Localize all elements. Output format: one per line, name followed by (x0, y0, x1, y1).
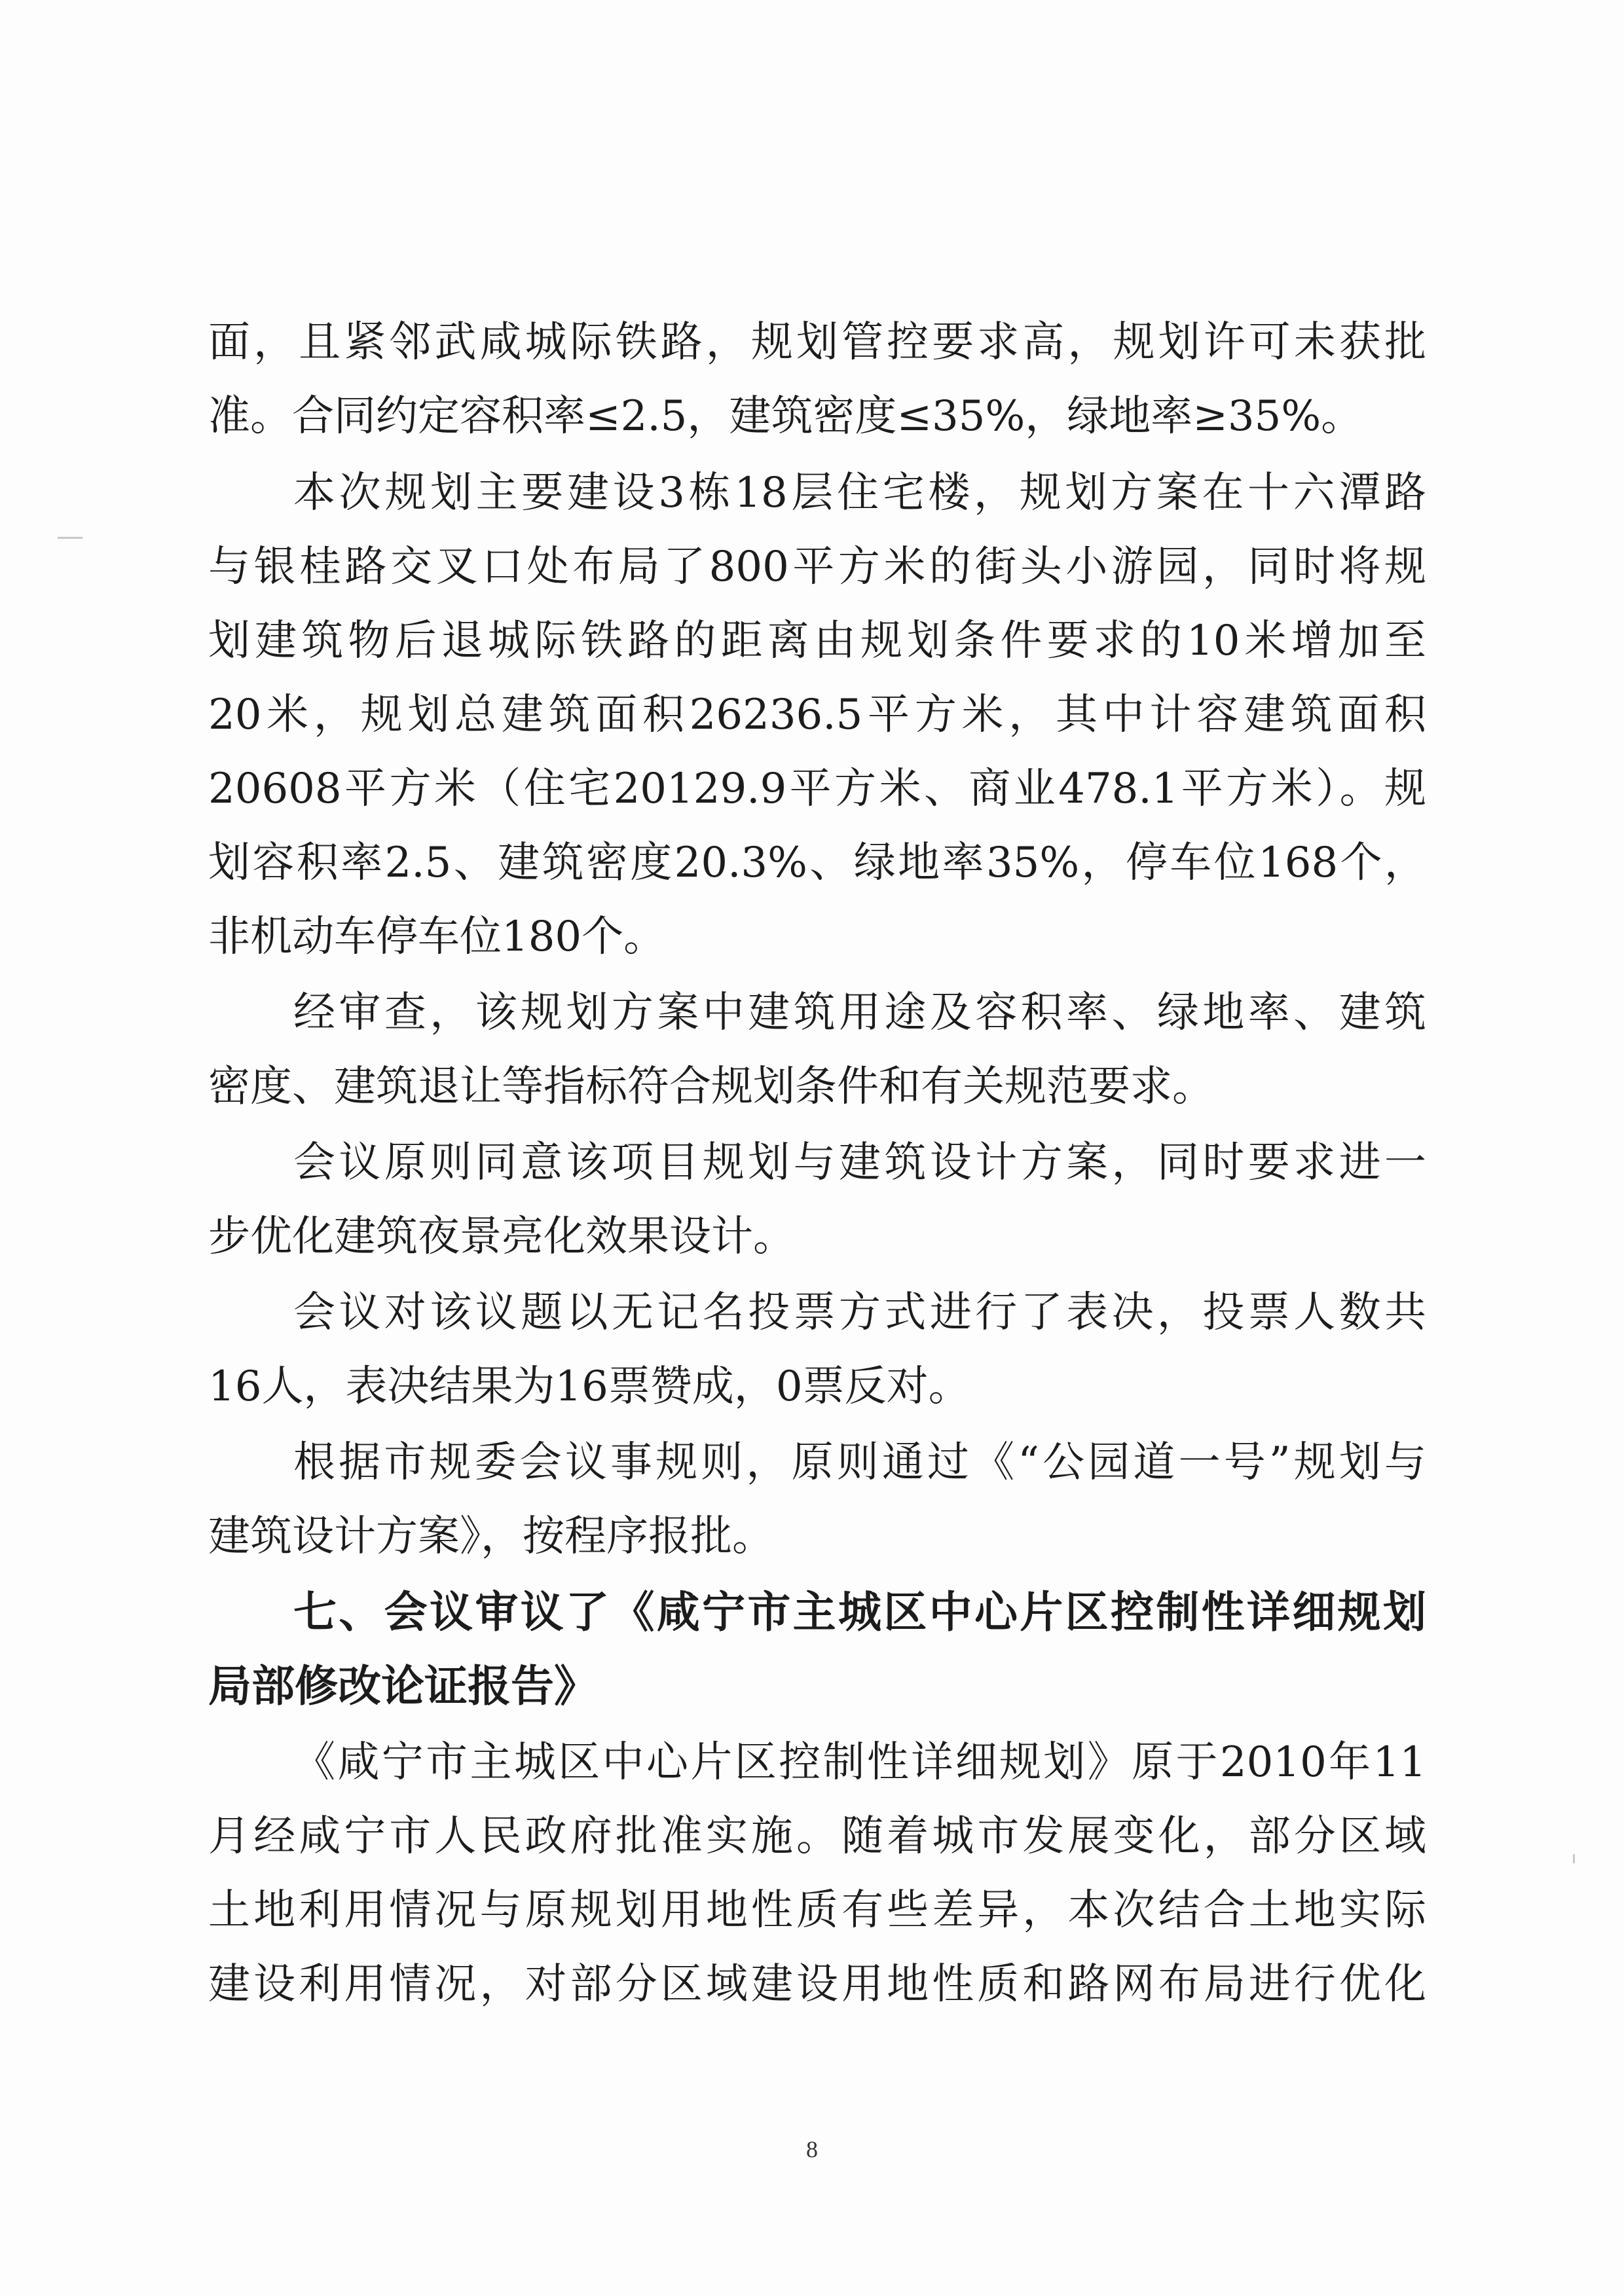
scan-mark (58, 537, 83, 539)
scan-mark (1573, 1854, 1575, 1863)
body-text-line: 月经咸宁市人民政府批准实施。随着城市发展变化，部分区域 (208, 1812, 1426, 1861)
section-heading-line: 局部修改论证报告》 (208, 1661, 597, 1711)
body-text-line: 划容积率2.5、建筑密度20.3%、绿地率35%，停车位168个， (208, 839, 1426, 887)
body-text-line: 经审查，该规划方案中建筑用途及容积率、绿地率、建筑 (293, 989, 1426, 1037)
body-text-line: 与银桂路交叉口处布局了800平方米的街头小游园，同时将规 (208, 543, 1426, 591)
body-text-line: 步优化建筑夜景亮化效果设计。 (208, 1212, 795, 1261)
body-text-line: 建设利用情况，对部分区域建设用地性质和路网布局进行优化 (208, 1960, 1426, 2009)
body-text-line: 根据市规委会议事规则，原则通过《“公园道一号”规划与 (293, 1438, 1426, 1487)
body-text-line: 本次规划主要建设3栋18层住宅楼，规划方案在十六潭路 (293, 469, 1426, 517)
body-text-line: 建筑设计方案》，按程序报批。 (208, 1512, 774, 1561)
section-heading-line: 七、会议审议了《咸宁市主城区中心片区控制性详细规划 (293, 1587, 1426, 1637)
body-text-line: 20米，规划总建筑面积26236.5平方米，其中计容建筑面积 (208, 691, 1426, 739)
body-text-line: 划建筑物后退城际铁路的距离由规划条件要求的10米增加至 (208, 617, 1426, 665)
body-text-line: 密度、建筑退让等指标符合规划条件和有关规范要求。 (208, 1063, 1214, 1111)
body-text-line: 土地利用情况与原规划用地性质有些差异，本次结合土地实际 (208, 1886, 1426, 1935)
body-text-line: 准。合同约定容积率≤2.5，建筑密度≤35%，绿地率≥35%。 (208, 392, 1363, 441)
body-text-line: 会议原则同意该项目规划与建筑设计方案，同时要求进一 (293, 1139, 1426, 1187)
body-text-line: 16人，表决结果为16票赞成，0票反对。 (208, 1362, 970, 1411)
body-text-line: 20608平方米（住宅20129.9平方米、商业478.1平方米）。规 (208, 765, 1426, 813)
body-text-line: 非机动车停车位180个。 (208, 913, 666, 961)
body-text-line: 面，且紧邻武咸城际铁路，规划管控要求高，规划许可未获批 (208, 318, 1426, 367)
page-number: 8 (806, 2136, 818, 2162)
body-text-line: 会议对该议题以无记名投票方式进行了表决，投票人数共 (293, 1288, 1426, 1337)
body-text-line: 《咸宁市主城区中心片区控制性详细规划》原于2010年11 (293, 1738, 1426, 1787)
